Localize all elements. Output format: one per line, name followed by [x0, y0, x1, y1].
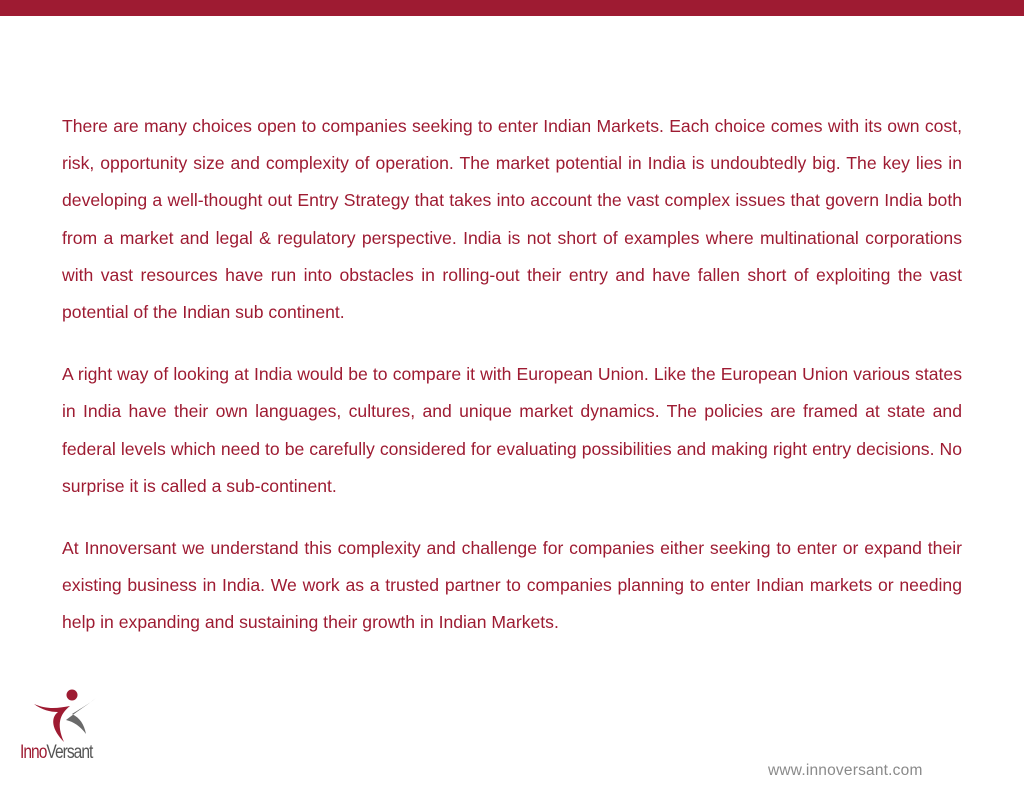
paragraph-intro: There are many choices open to companies seeking to enter Indian Markets. Each choice comes with its own cost, risk, opportunity size and complexity of operation. The market potential in India is undoubtedly big. The key lies in developing a well-thought out Entry Strategy that takes into account the vast complex issues that govern India both from a market and legal & regulatory perspective. India is not short of examples where multinational corporations with vast resources have run into obstacles in rolling-out their entry and have fallen short of exploiting the vast potential of the Indian sub continent. — [62, 116, 962, 323]
logo-text-part-b: Versant — [46, 742, 93, 763]
company-logo — [12, 684, 112, 776]
logo-text-part-a: Inno — [20, 742, 47, 763]
person-swoosh-icon — [30, 684, 100, 746]
top-accent-bar — [0, 0, 1024, 16]
document-body — [62, 108, 962, 667]
paragraph-comparison: A right way of looking at India would be to compare it with European Union. Like the European Union various states in India have their own languages, cultures, and unique market dynamics. The policies are framed at state and federal levels which need to be carefully considered for evaluating possibilities and making right entry decisions. No surprise it is called a sub-continent. — [62, 364, 962, 496]
paragraph-company: At Innoversant we understand this complexity and challenge for companies either seeking to enter or expand their existing business in India. We work as a trusted partner to companies planning to enter Indian markets or needing help in expanding and sustaining their growth in Indian Markets. — [62, 538, 962, 633]
website-url: www.innoversant.com — [768, 762, 923, 779]
logo-wordmark — [20, 742, 92, 764]
